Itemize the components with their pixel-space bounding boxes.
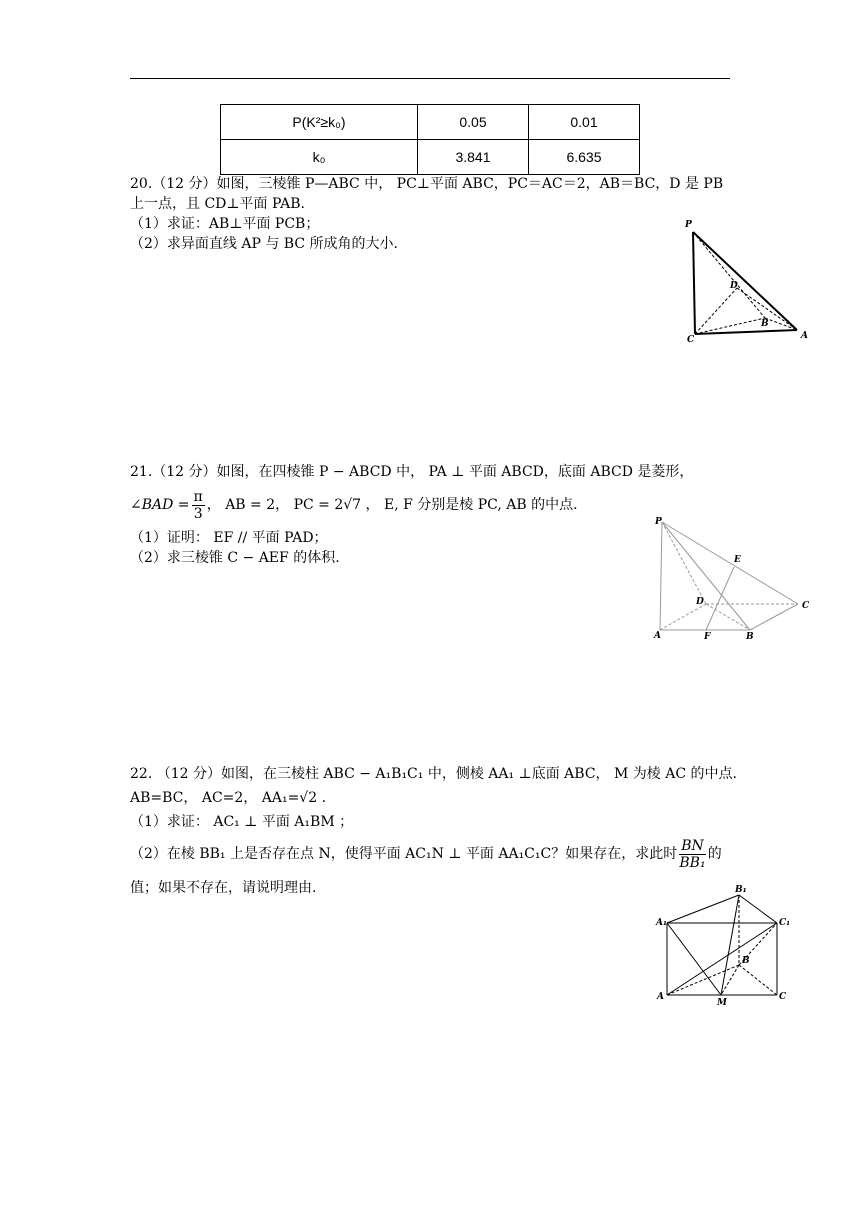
label-C: C (779, 992, 787, 1002)
critical-value-table (220, 104, 640, 175)
label-P: P (655, 517, 662, 527)
q22-part2-a: （2）在棱 BB₁ 上是否存在点 N，使得平面 AC₁N ⊥ 平面 AA₁C₁C？如果存在，求此时 (130, 846, 678, 862)
label-C: C (802, 601, 810, 611)
q20-part1: （1）求证：AB⊥平面 PCB； (130, 216, 320, 232)
label-A: A (801, 331, 808, 341)
label-P: P (685, 220, 692, 230)
label-D: D (696, 597, 704, 607)
q21-part1: （1）证明： EF // 平面 PAD； (130, 530, 328, 546)
label-C: C (687, 335, 695, 345)
label-B: B (761, 319, 769, 329)
label-B: B (742, 956, 750, 966)
q20-line1: 20.（12 分）如图，三棱锥 P—ABC 中， PC⊥平面 ABC，PC＝AC＝2，AB＝BC，D 是 PB (130, 176, 724, 192)
q21-line2-rest: ， AB = 2， PC = 2√7 ， E, F 分别是棱 PC, AB 的中点. (206, 497, 578, 513)
q22-part2-line2: 值；如果不存在，请说明理由. (130, 880, 317, 896)
q21-line1: 21.（12 分）如图，在四棱锥 P − ABCD 中， PA ⊥ 平面 ABCD，底面 ABCD 是菱形， (130, 464, 694, 480)
table-cell: 0.05 (418, 105, 529, 140)
label-A1: A₁ (656, 918, 667, 928)
label-E: E (734, 555, 741, 565)
label-M: M (717, 998, 727, 1008)
q22-part2-line1 (130, 836, 722, 872)
label-F: F (704, 632, 711, 642)
label-B: B (746, 632, 754, 642)
q20-line2: 上一点，且 CD⊥平面 PAB. (130, 196, 305, 212)
q22-part1: （1）求证： AC₁ ⊥ 平面 A₁BM ； (130, 814, 354, 830)
table-cell: 0.01 (529, 105, 640, 140)
table-cell: k₀ (221, 140, 418, 175)
table-cell: P(K²≥k₀) (221, 105, 418, 140)
label-C1: C₁ (779, 918, 791, 928)
q20-part2: （2）求异面直线 AP 与 BC 所成角的大小. (130, 236, 398, 252)
q20-pyramid-figure (675, 212, 815, 347)
table-cell: 6.635 (529, 140, 640, 175)
label-A: A (654, 631, 661, 641)
q21-part2: （2）求三棱锥 C − AEF 的体积. (130, 550, 340, 566)
label-D: D (730, 281, 738, 291)
angle-text: ∠BAD = (130, 497, 190, 513)
q22-prism-figure (655, 883, 795, 1008)
label-A: A (657, 992, 664, 1002)
table-cell: 3.841 (418, 140, 529, 175)
q22-part2-b: 的 (707, 846, 722, 862)
pi-over-three: $\frac{\pi}{3}$ (193, 488, 203, 522)
label-B1: B₁ (735, 885, 747, 895)
q21-line2 (130, 488, 578, 522)
q21-pyramid-figure (650, 512, 820, 647)
header-rule (130, 78, 730, 79)
q22-line1: 22. （12 分）如图，在三棱柱 ABC − A₁B₁C₁ 中，侧棱 AA₁ ⊥底面 ABC， M 为棱 AC 的中点. (130, 766, 737, 782)
q22-line2: AB=BC， AC=2， AA₁=√2 . (130, 790, 327, 806)
table-row (221, 140, 640, 175)
table-row (221, 105, 640, 140)
bn-over-bb1: $\frac{BN}{\text{BB₁}}$ (679, 837, 706, 871)
